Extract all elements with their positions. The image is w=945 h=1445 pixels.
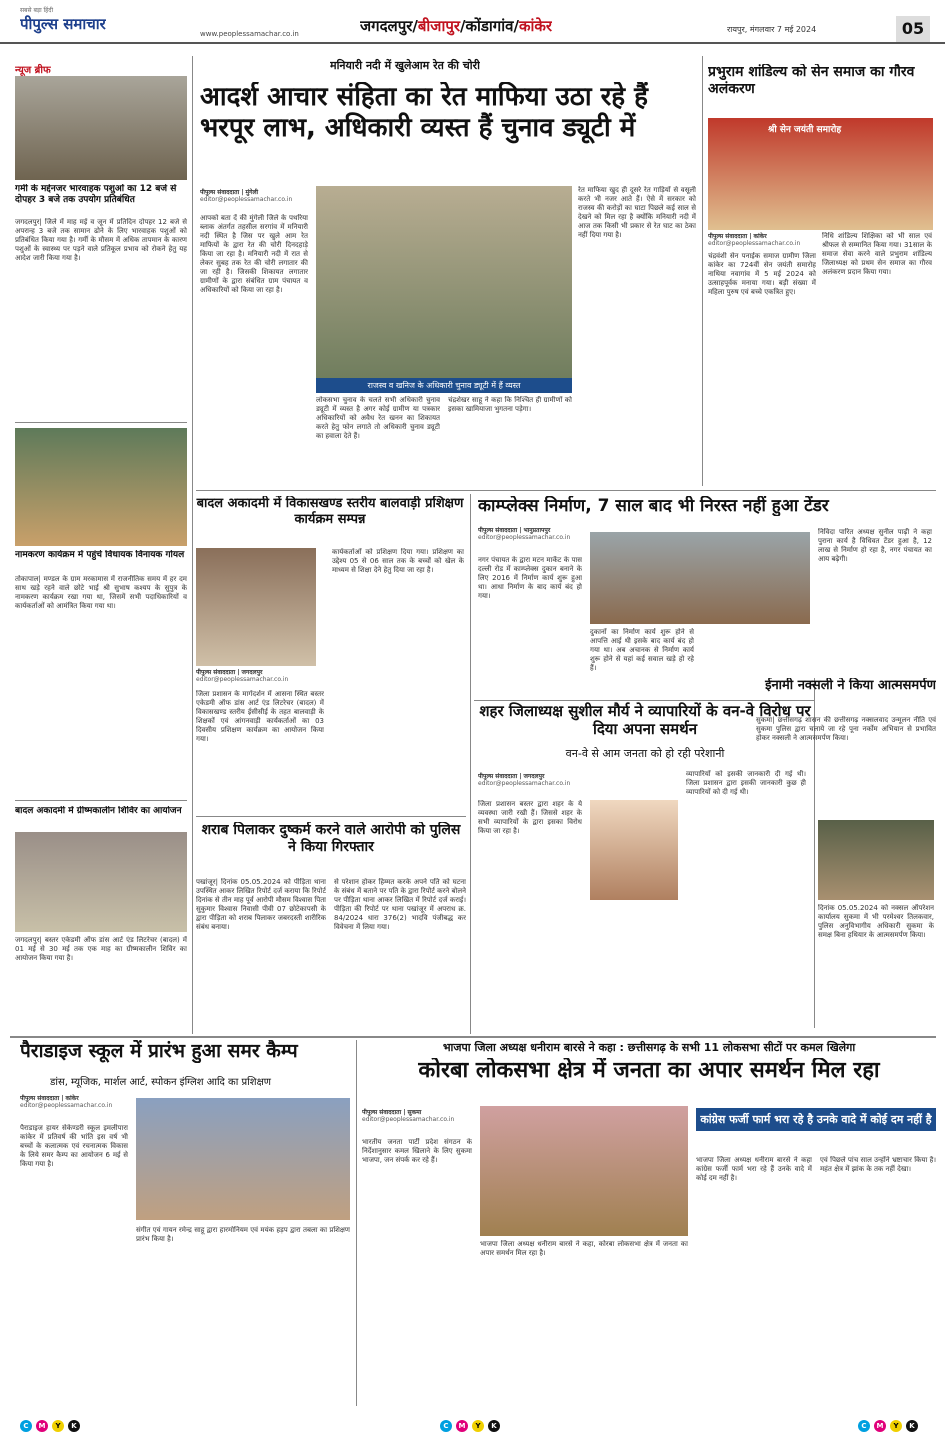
byline-email[interactable]: editor@peoplessamachar.co.in — [200, 196, 293, 203]
paradise-col-2: संगीत एवं गायन रमेन्द्र साहू द्वारा हारमोनियम एवं मयंक हड़प द्वारा तबला का प्रशिक्षण प्रारंभ किया है। — [136, 1226, 350, 1243]
congress-col-1: भाजपा जिला अध्यक्ष धनीराम बारसे ने कहा कांग्रेस फर्जी फार्म भरा रहे हैं उनके वादे में कोई दम नहीं है। — [696, 1156, 812, 1182]
cmyk-c: C — [440, 1420, 452, 1432]
edition-places — [360, 16, 552, 36]
complex-photo — [590, 532, 810, 624]
korba-kicker: भाजपा जिला अध्यक्ष धनीराम बारसे ने कहा : छत्तीसगढ़ के सभी 11 लोकसभा सीटों पर कमल खिलेगा — [442, 1041, 856, 1054]
cmyk-marks-right — [858, 1420, 918, 1432]
complex-col-1: नगर पंचायत के द्वारा मटन मार्केट के पास दल्ली रोड में काम्प्लेक्स दुकान बनाने के लिए 2016 में निर्माण कार्य शुरू हुआ था। आधा निर्माण के बाद कार्य बंद हो गया। — [478, 556, 582, 600]
logo-tagline: सबसे बड़ा हिंदी — [20, 7, 54, 14]
byline-loc: कांकेर — [65, 1095, 79, 1102]
site-url[interactable]: www.peoplessamachar.co.in — [200, 30, 299, 38]
sushil-sub: वन-वे से आम जनता को हो रही परेशानी — [565, 747, 725, 760]
sushil-col-2: व्यापारियों को इसकी जानकारी दी गई थी। जिला प्रशासन द्वारा इसकी जानकारी कुछ ही व्यापारियों को दी गई थी। — [686, 770, 806, 796]
byline-email[interactable]: editor@peoplessamachar.co.in — [478, 534, 571, 541]
byline-name: पीपुल्स संवाददाता — [708, 233, 748, 240]
cmyk-k: K — [488, 1420, 500, 1432]
paradise-byline: पीपुल्स संवाददाता | कांकेर editor@peoplessamachar.co.in — [20, 1095, 113, 1109]
byline-name: पीपुल्स संवाददाता — [362, 1109, 402, 1116]
brief-headline-3: बादल अकादमी में ग्रीष्मकालीन शिविर का आयोजन — [15, 806, 182, 816]
byline-email[interactable]: editor@peoplessamachar.co.in — [362, 1116, 455, 1123]
cmyk-m: M — [874, 1420, 886, 1432]
byline-loc: जगदलपुर — [241, 669, 263, 676]
main-byline: पीपुल्स संवाददाता | मुंगेली editor@peoplessamachar.co.in — [200, 189, 293, 203]
complex-col-3: निविदा पारित अध्यक्ष सुनील पाढ़ी ने कहा पुराना कार्य है विधिवत टेंडर हुआ है, 12 लाख से निर्माण हो रहा है, नगर पंचायत का आय बढ़ेगी। — [818, 528, 932, 563]
cmyk-marks-left — [20, 1420, 80, 1432]
cmyk-m: M — [36, 1420, 48, 1432]
naxal-headline: ईनामी नक्सली ने किया आत्मसमर्पण — [765, 678, 936, 693]
main-headline: आदर्श आचार संहिता का रेत माफिया उठा रहे हैं भरपूर लाभ, अधिकारी व्यस्त हैं चुनाव ड्यूटी में — [200, 82, 648, 144]
byline-name: पीपुल्स संवाददाता — [478, 527, 518, 534]
main-col-4: चंद्रशेखर साहू ने कहा कि निश्चित ही ग्रामीणों को इसका खामियाजा भुगतना पड़ेगा। — [448, 396, 572, 413]
paradise-sub: डांस, म्यूजिक, मार्शल आर्ट, स्पोकन इंग्लिश आदि का प्रशिक्षण — [50, 1077, 271, 1088]
page-number: 05 — [896, 16, 930, 42]
byline-name: पीपुल्स संवाददाता — [478, 773, 518, 780]
place-c: /कोंडागांव/ — [459, 17, 519, 35]
naxal-col-1: सुकमा| छत्तीसगढ़ शासन की छत्तीसगढ़ नक्सलवाद उन्मूलन नीति एवं सुकमा पुलिस द्वारा चलाये जा रहे पूना नर्कोम अभियान से प्रभावित होकर नक्सली ने आत्मसमर्पण किया। — [756, 716, 936, 742]
place-d: कांकेर — [518, 17, 552, 35]
badal-headline: बादल अकादमी में विकासखण्ड स्तरीय बालवाड़ी प्रशिक्षण कार्यक्रम सम्पन्न — [196, 496, 464, 527]
right-col-2: निधि शांडिल्य शिक्षिका को भी साल एवं श्रीफल से सम्मानित किया गया। 31साल के समाज सेवा करने वाले प्रभुराम शांडिल्य जिलाध्यक्ष को प्रथम सेन समाज का गौरव अलंकरण प्रदान किया गया। — [822, 232, 932, 276]
main-kicker: मनियारी नदी में खुलेआम रेत की चोरी — [330, 59, 480, 72]
paradise-headline: पैराडाइज स्कूल में प्रारंभ हुआ समर कैम्प — [20, 1040, 298, 1062]
sharab-col-2: से परेशान होकर हिम्मत करके अपने पति को घटना के संबंध में बताने पर पति के द्वारा रिपोर्ट करने बोलने पर पीड़िता थाना आकर लिखित में रिपोर्ट दर्ज कराई। पीड़िता की रिपोर्ट पर थाना पखांजूर में अपराध क्र. 84/2024 धारा 376(2) भादवि पंजीबद्ध कर विवेचना में लिया गया। — [334, 878, 466, 931]
complex-col-2: दुकानों का निर्माण कार्य शुरू होने से आपत्ति आई थी इसके बाद कार्य बंद हो गया था। अब अचानक से निर्माण कार्य शुरू होने से यहां कई सवाल खड़े हो रहे हैं। — [590, 628, 694, 672]
right-byline: पीपुल्स संवाददाता | कांकेर editor@peoplessamachar.co.in — [708, 233, 801, 247]
sharab-headline: शराब पिलाकर दुष्कर्म करने वाले आरोपी को पुलिस ने किया गिरफ्तार — [201, 822, 461, 855]
portrait-photo — [590, 800, 678, 900]
cmyk-m: M — [456, 1420, 468, 1432]
river-sand-photo — [316, 186, 572, 392]
cmyk-c: C — [20, 1420, 32, 1432]
complex-headline: काम्प्लेक्स निर्माण, 7 साल बाद भी निरस्त नहीं हुआ टेंडर — [478, 496, 829, 516]
brief-text-1: जगदलपुर| जिले में माह मई व जून में प्रतिदिन दोपहर 12 बजे से अपरान्ह 3 बजे तक सामान ढोने के लिए भारवाहक पशुओं को प्रतिबंधित किया गया है। गर्मी के मौसम में अधिक तापमान के कारण पशुओं के स्वास्थ्य पर पड़ने वाले प्रतिकूल प्रभाव को रोकने हेतु यह आदेश जारी किया गया है। — [15, 218, 187, 262]
summer-camp-photo — [15, 832, 187, 932]
complex-byline: पीपुल्स संवाददाता | भानुप्रतापपुर editor@peoplessamachar.co.in — [478, 527, 571, 541]
brief-text-2: तोकापाल| मण्डल के ग्राम मरकामास में राजनीतिक समय में हर दम साथ खड़े रहने वाले छोटे भाई श्री सुभाष कश्यप के सुपुत्र के नामकरण कार्यक्रम रखा गया था, जिसमें सभी पदाधिकारियों व कार्यकर्ताओं को आमंत्रित किया गया था। — [15, 575, 187, 610]
cmyk-y: Y — [52, 1420, 64, 1432]
byline-loc: भानुप्रतापपुर — [523, 527, 551, 534]
sushil-headline: शहर जिलाध्यक्ष सुशील मौर्य ने व्यापारियों के वन-वे विरोध पर दिया अपना समर्थन — [479, 702, 811, 738]
congress-col-2: एवं पिछले पांच साल उन्होंने भ्रष्टाचार किया है। महंत क्षेत्र में झांक के तक नहीं देखा। — [820, 1156, 936, 1173]
cmyk-k: K — [906, 1420, 918, 1432]
korba-byline: पीपुल्स संवाददाता | सुकमा editor@peoplessamachar.co.in — [362, 1109, 455, 1123]
cmyk-marks-center — [440, 1420, 500, 1432]
cmyk-y: Y — [890, 1420, 902, 1432]
sushil-col-1: जिला प्रशासन बस्तर द्वारा शहर के ये व्यवस्था जारी रखी हैं। जिससे शहर के सभी व्यापारियों के द्वारा इसका विरोध किया जा रहा है। — [478, 800, 582, 835]
byline-name: पीपुल्स संवाददाता — [196, 669, 236, 676]
byline-loc: कांकेर — [753, 233, 767, 240]
campaign-photo — [480, 1106, 688, 1236]
brief-label: न्यूज ब्रीफ — [15, 65, 51, 76]
byline-email[interactable]: editor@peoplessamachar.co.in — [196, 676, 289, 683]
byline-email[interactable]: editor@peoplessamachar.co.in — [478, 780, 571, 787]
byline-email[interactable]: editor@peoplessamachar.co.in — [708, 240, 801, 247]
badal-col-1: जिला प्रशासन के मार्गदर्शन में आसना स्थित बस्तर एकेडमी ऑफ डांस आर्ट एंड लिटरेचर (बादल) में विकासखण्ड स्तरीय ईसीसीई के तहत बालवाड़ी के शिक्षकों एवं आंगनवाड़ी कार्यकर्ताओं का 03 दिवसीय प्रशिक्षण कार्यक्रम का आयोजन किया गया। — [196, 690, 324, 743]
byline-loc: सुकमा — [407, 1109, 422, 1116]
korba-col-1: भारतीय जनता पार्टी प्रदेश संगठन के निर्देशानुसार कमल खिलाने के लिए सुकमा भाजपा, जन संपर्क कर रहे हैं। — [362, 1138, 472, 1164]
badal-byline: पीपुल्स संवाददाता | जगदलपुर editor@peoplessamachar.co.in — [196, 669, 289, 683]
byline-loc: जगदलपुर — [523, 773, 545, 780]
training-photo — [196, 548, 316, 666]
byline-loc: मुंगेली — [245, 189, 259, 196]
school-photo — [136, 1098, 350, 1220]
badal-col-2: कार्यकर्ताओं को प्रशिक्षण दिया गया। प्रशिक्षण का उद्देश्य 05 से 06 साल तक के बच्चों को खेल के माध्यम से शिक्षा देने हेतु दिया जा रहा है। — [332, 548, 464, 574]
right-col-1: चंद्रवंशी सेन पनाईक समाज ग्रामीण जिला कांकेर का 724वीं सेन जयंती समारोह नाथिया नवागांव में 5 मई 2024 को उत्साहपूर्वक मनाया गया। बड़ी संख्या में महिला पुरुष एवं बच्चे एकत्रित हुए। — [708, 252, 816, 296]
cmyk-k: K — [68, 1420, 80, 1432]
naxal-col-2: दिनांक 05.05.2024 को नक्सल ऑपरेशन कार्यालय सुकमा में भी परमेश्वर तिलकवार, पुलिस अनुविभागीय अधिकारी सुकमा के समक्ष बिना हथियार के आत्मसमर्पण किया। — [818, 904, 934, 939]
brief-headline-1: गर्मी के मद्देनजर भारवाहक पशुओं का 12 बजे से दोपहर 3 बजे तक उपयोग प्रतिबंधित — [15, 184, 177, 205]
main-col-2: रेत माफिया खुद ही दूसरे रेत गाड़ियों से वसूली करते भी नजर आते हैं। ऐसे में सरकार को राजस्व की करोड़ों का घाटा पिछले कई साल से देखने को मिल रहा है क्योंकि मनियारी नदी में आज तक किसी भी प्रकार से रेत घाट का ठेका नहीं दिया गया है। — [578, 186, 696, 239]
cmyk-c: C — [858, 1420, 870, 1432]
photo-caption: राजस्व व खनिज के अधिकारी चुनाव ड्यूटी में हैं व्यस्त — [316, 378, 572, 393]
byline-name: पीपुल्स संवाददाता — [200, 189, 240, 196]
paradise-col-1: पैराडाइज हायर सेकेण्डरी स्कूल इमलीपारा कांकेर में प्रतिवर्ष की भांति इस वर्ष भी बच्चों के कलात्मक एवं रचनात्मक विकास के लिये समर कैम्प का आयोजन 6 मई से किया गया है। — [20, 1124, 128, 1168]
cmyk-y: Y — [472, 1420, 484, 1432]
main-col-1: आपको बता दें की मुंगेली जिले के पथरिया ब्लाक अंतर्गत तहसील सरगांव में मनियारी नदी स्थित है जिस पर खुले आम रेत माफियों के द्वारा रेत की चोरी दिनदहाड़े किया जा रहा है। मनियारी नदी में रात से लेकर सुबह तक रेत की चोरी लगातार की जा रही है। जिसकी शिकायत लगातार ग्रामीणों के द्वारा संबंधित ग्राम पंचायत व अधिकारियों को किया जा रहा है। — [200, 214, 308, 294]
congress-headline: कांग्रेस फर्जी फार्म भरा रहे है उनके वादे में कोई दम नहीं है — [696, 1108, 936, 1131]
sharab-col-1: पखांजूर| दिनांक 05.05.2024 को पीड़िता थाना उपस्थित आकर लिखित रिपोर्ट दर्ज कराया कि रिपोर्ट दिनांक से तीन माह पूर्व आरोपी मौसम विश्वास पिता सुकुमार विश्वास निवासी पीवी 07 छोटेकापसी के द्वारा पीड़िता को शराब पिलाकर जबरदस्ती शारीरिक संबंध बनाया। — [196, 878, 326, 931]
korba-headline: कोरबा लोकसभा क्षेत्र में जनता का अपार समर्थन मिल रहा — [418, 1058, 880, 1083]
banner-text: श्री सेन जयंती समारोह — [768, 125, 842, 135]
logo-text: पीपुल्स समाचार — [20, 15, 106, 33]
brief-headline-2: नामकरण कार्यक्रम में पहुंचे विधायक विनायक गोयल — [15, 550, 185, 560]
main-col-3: लोकसभा चुनाव के चलते सभी अधिकारी चुनाव ड्यूटी में व्यस्त है अगर कोई ग्रामीण या पत्रकार अधिकारियों को अवैध रेत खनन का शिकायत करते हेतु फोन लगाते तो अधिकारी चुनाव ड्यूटी का हवाला देते हैं। — [316, 396, 440, 440]
issue-date: रायपुर, मंगलवार 7 मई 2024 — [727, 25, 817, 34]
right-headline: प्रभुराम शांडिल्य को सेन समाज का गौरव अलंकरण — [708, 64, 915, 97]
brief-text-3: जगदलपुर| बस्तर एकेडमी ऑफ डांस आर्ट एंड लिटरेचर (बादल) में 01 मई से 30 मई तक एक माह का ग्रीष्मकालीन शिविर का आयोजन किया गया है। — [15, 936, 187, 962]
cattle-photo — [15, 76, 187, 180]
place-a: जगदलपुर/ — [360, 17, 418, 35]
naming-ceremony-photo — [15, 428, 187, 546]
korba-col-2: भाजपा जिला अध्यक्ष धनीराम बारसे ने कहा, कोरबा लोकसभा क्षेत्र में जनता का अपार समर्थन मिल रहा है। — [480, 1240, 688, 1257]
place-b: बीजापुर — [417, 17, 460, 35]
byline-name: पीपुल्स संवाददाता — [20, 1095, 60, 1102]
masthead-logo — [20, 6, 106, 34]
ceremony-photo — [708, 118, 933, 230]
sushil-byline: पीपुल्स संवाददाता | जगदलपुर editor@peoplessamachar.co.in — [478, 773, 571, 787]
byline-email[interactable]: editor@peoplessamachar.co.in — [20, 1102, 113, 1109]
surrender-photo — [818, 820, 934, 900]
